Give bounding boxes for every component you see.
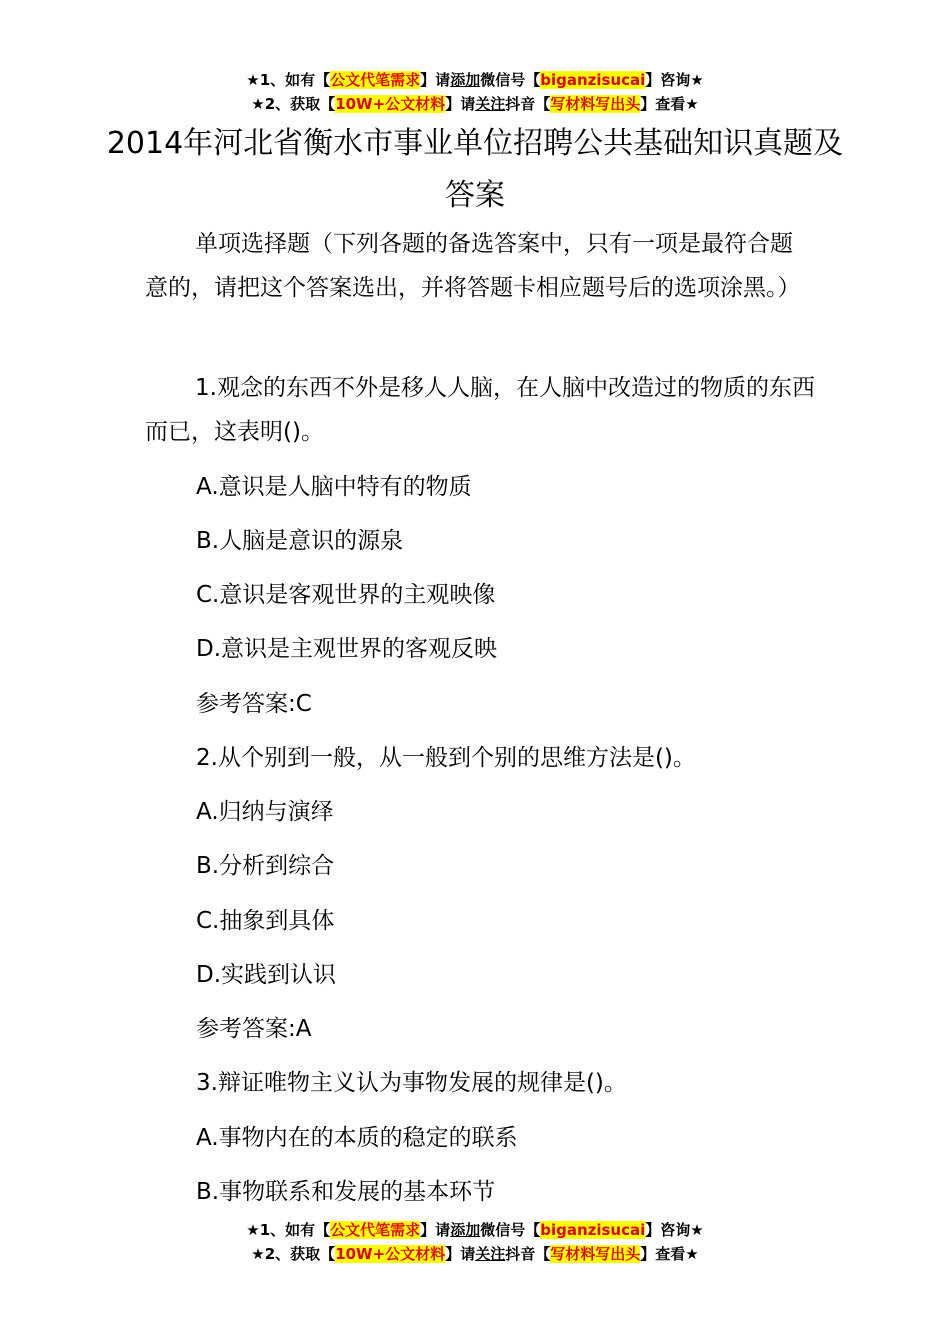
banner-text: 】咨询★: [645, 1221, 704, 1239]
banner-text: ★2、获取【: [251, 95, 336, 113]
banner-text: 抖音【: [505, 1245, 551, 1263]
option-a: A.事物内在的本质的稳定的联系: [196, 1125, 518, 1151]
banner-text: 抖音【: [505, 95, 551, 113]
banner-highlight: biganzisucai: [540, 71, 646, 89]
question-stem: 1.观念的东西不外是移人人脑，在人脑中改造过的物质的东西而已，这表明()。: [145, 375, 815, 445]
banner-text: 】查看★: [640, 1245, 699, 1263]
option-b: B.分析到综合: [196, 853, 335, 879]
top-banner: [0, 68, 950, 116]
option-b: B.事物联系和发展的基本环节: [196, 1179, 496, 1205]
banner-text: 】请: [420, 1221, 451, 1239]
banner-highlight: 10W+公文材料: [335, 95, 446, 113]
banner-underlined: 添加: [450, 71, 481, 89]
banner-line-1: [0, 1218, 950, 1242]
option-d: D.实践到认识: [196, 962, 337, 988]
banner-text: 】请: [420, 71, 451, 89]
banner-highlight: biganzisucai: [540, 1221, 646, 1239]
reference-answer: 参考答案:C: [196, 691, 312, 717]
option-c: C.抽象到具体: [196, 908, 335, 934]
banner-underlined: 关注: [475, 95, 506, 113]
document-title: 2014年河北省衡水市事业单位招聘公共基础知识真题及答案: [106, 126, 844, 213]
option-a: A.意识是人脑中特有的物质: [196, 474, 472, 500]
banner-line-2: [0, 92, 950, 116]
question-stem: 2.从个别到一般，从一般到个别的思维方法是()。: [196, 745, 696, 771]
banner-line-1: [0, 68, 950, 92]
banner-text: 】请: [445, 1245, 476, 1263]
bottom-banner: [0, 1218, 950, 1266]
option-d: D.意识是主观世界的客观反映: [196, 636, 498, 662]
reference-answer: 参考答案:A: [196, 1016, 312, 1042]
banner-highlight: 写材料写出头: [550, 95, 641, 113]
option-b: B.人脑是意识的源泉: [196, 528, 404, 554]
option-c: C.意识是客观世界的主观映像: [196, 582, 496, 608]
banner-text: ★1、如有【: [246, 71, 331, 89]
banner-text: 】咨询★: [645, 71, 704, 89]
intro-paragraph: 单项选择题（下列各题的备选答案中，只有一项是最符合题意的，请把这个答案选出，并将答题卡相应题号后的选项涂黑。）: [145, 231, 801, 301]
banner-highlight: 写材料写出头: [550, 1245, 641, 1263]
banner-highlight: 10W+公文材料: [335, 1245, 446, 1263]
banner-highlight: 公文代笔需求: [330, 1221, 421, 1239]
banner-text: ★1、如有【: [246, 1221, 331, 1239]
banner-text: 】请: [445, 95, 476, 113]
banner-text: 微信号【: [480, 71, 541, 89]
banner-text: 】查看★: [640, 95, 699, 113]
banner-line-2: [0, 1242, 950, 1266]
option-a: A.归纳与演绎: [196, 799, 334, 825]
question-stem: 3.辩证唯物主义认为事物发展的规律是()。: [196, 1070, 627, 1096]
banner-text: ★2、获取【: [251, 1245, 336, 1263]
banner-underlined: 添加: [450, 1221, 481, 1239]
banner-highlight: 公文代笔需求: [330, 71, 421, 89]
banner-text: 微信号【: [480, 1221, 541, 1239]
banner-underlined: 关注: [475, 1245, 506, 1263]
